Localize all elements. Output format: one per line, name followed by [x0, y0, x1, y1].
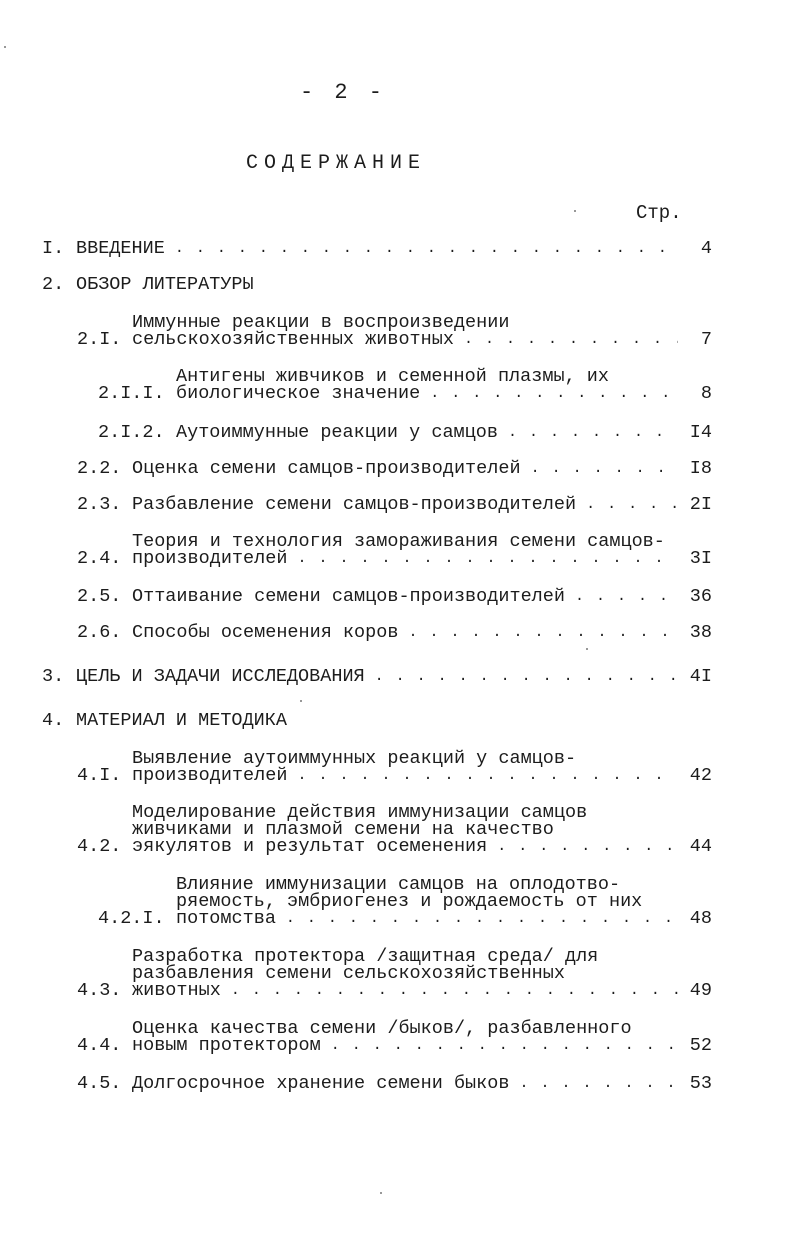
toc-entry-number: 2.I.I.: [98, 383, 165, 404]
toc-entry-text: ВВЕДЕНИЕ: [76, 238, 165, 259]
toc-entry-literature-review: [42, 276, 254, 293]
toc-entry-text: Способы осеменения коров: [132, 622, 399, 643]
leader-dots: [586, 496, 678, 513]
toc-entry-number: 4.3.: [77, 980, 122, 1001]
toc-entry-text: живчиками и плазмой семени на качество: [132, 819, 554, 840]
leader-dots: [331, 1037, 678, 1054]
toc-entry-number: 4.2.I.: [98, 908, 165, 929]
leader-dots: [286, 910, 678, 927]
toc-entry-text: Оттаивание семени самцов-производителей: [132, 586, 565, 607]
toc-entry-text: ЦЕЛЬ И ЗАДАЧИ ИССЛЕДОВАНИЯ: [76, 666, 365, 687]
toc-entry-2-4: [77, 531, 712, 569]
leader-dots: [231, 982, 678, 999]
toc-entry-page: 8: [700, 383, 712, 404]
toc-entry-number: 4.5.: [77, 1073, 122, 1094]
toc-entry-page: 4I: [689, 666, 712, 687]
toc-entry-text: Иммунные реакции в воспроизведении: [132, 312, 510, 333]
toc-entry-text: Антигены живчиков и семенной плазмы, их: [176, 366, 609, 387]
toc-entry-number: 2.6.: [77, 622, 122, 643]
leader-dots: [175, 240, 678, 257]
toc-entry-text: Оценка качества семени /быков/, разбавленного: [132, 1018, 632, 1039]
toc-entry-number: 2.I.: [77, 329, 122, 350]
toc-entry-text: Аутоиммунные реакции у самцов: [176, 422, 498, 443]
toc-entry-number: 2.2.: [77, 458, 122, 479]
toc-entry-page: 7: [700, 329, 712, 350]
toc-entry-page: 38: [689, 622, 712, 643]
toc-entry-2-2: [77, 458, 712, 479]
leader-dots: [464, 331, 678, 348]
toc-entry-text: новым протектором: [132, 1035, 321, 1056]
leader-dots: [375, 668, 678, 685]
toc-entry-number: 3.: [42, 666, 65, 687]
toc-entry-page: 36: [689, 586, 712, 607]
toc-entry-introduction: [42, 238, 712, 259]
toc-entry-text: Оценка семени самцов-производителей: [132, 458, 521, 479]
document-title: СОДЕРЖАНИЕ: [245, 152, 427, 175]
toc-entry-4-5: [77, 1073, 712, 1094]
toc-entry-page: 52: [689, 1035, 712, 1056]
toc-entry-text: биологическое значение: [176, 383, 421, 404]
toc-entry-4-4: [77, 1018, 712, 1056]
toc-entry-number: 4.I.: [77, 765, 122, 786]
toc-entry-text: Долгосрочное хранение семени быков: [132, 1073, 510, 1094]
toc-entry-page: 3I: [689, 548, 712, 569]
leader-dots: [297, 767, 678, 784]
toc-entry-number: 2.5.: [77, 586, 122, 607]
leader-dots: [430, 385, 678, 402]
toc-entry-text: эякулятов и результат осеменения: [132, 836, 488, 857]
toc-entry-2-1-2: [98, 422, 712, 443]
toc-entry-page: 48: [689, 908, 712, 929]
toc-entry-4-2: [77, 802, 712, 857]
leader-dots: [519, 1075, 678, 1092]
toc-entry-4-1: [77, 748, 712, 786]
toc-entry-2-6: [77, 622, 712, 643]
toc-entry-number: 2.3.: [77, 494, 122, 515]
toc-entry-number: 2.: [42, 274, 65, 295]
scan-speck: [574, 210, 576, 212]
toc-entry-2-1-1: [98, 366, 712, 404]
scan-speck: [4, 46, 6, 48]
toc-entry-text: МАТЕРИАЛ И МЕТОДИКА: [76, 710, 287, 731]
toc-entry-number: 4.2.: [77, 836, 122, 857]
toc-entry-text: ряемость, эмбриогенез и рождаемость от них: [176, 891, 643, 912]
toc-entry-page: 42: [689, 765, 712, 786]
toc-entry-page: 44: [689, 836, 712, 857]
toc-entry-text: Разбавление семени самцов-производителей: [132, 494, 577, 515]
toc-entry-number: 4.: [42, 710, 65, 731]
scan-speck: [380, 1192, 382, 1194]
toc-entry-page: I8: [689, 458, 712, 479]
toc-entry-text: потомства: [176, 908, 276, 929]
toc-entry-number: 4.4.: [77, 1035, 122, 1056]
toc-entry-page: 2I: [689, 494, 712, 515]
toc-entry-materials-methods: [42, 712, 287, 729]
toc-entry-text: ОБЗОР ЛИТЕРАТУРЫ: [76, 274, 254, 295]
leader-dots: [497, 838, 678, 855]
toc-entry-page: 49: [689, 980, 712, 1001]
toc-entry-text: производителей: [132, 765, 288, 786]
leader-dots: [297, 550, 678, 567]
toc-entry-text: производителей: [132, 548, 288, 569]
toc-entry-page: I4: [689, 422, 712, 443]
toc-entry-number: 2.4.: [77, 548, 122, 569]
toc-entry-text: Выявление аутоиммунных реакций у самцов-: [132, 748, 577, 769]
toc-entry-text: животных: [132, 980, 221, 1001]
toc-entry-2-5: [77, 586, 712, 607]
toc-entry-text: Влияние иммунизации самцов на оплодотво-: [176, 874, 621, 895]
page-number: - 2 -: [299, 80, 386, 105]
toc-entry-2-1: [77, 312, 712, 350]
toc-entry-4-3: [77, 946, 712, 1001]
toc-entry-page: 4: [700, 238, 712, 259]
leader-dots: [408, 624, 678, 641]
leader-dots: [508, 424, 678, 441]
page-column-label: Стр.: [636, 202, 682, 224]
toc-entry-2-3: [77, 494, 712, 515]
toc-entry-text: разбавления семени сельскохозяйственных: [132, 963, 565, 984]
toc-entry-number: 2.I.2.: [98, 422, 165, 443]
toc-entry-text: Теория и технология замораживания семени самцов-: [132, 531, 665, 552]
toc-entry-text: Моделирование действия иммунизации самцов: [132, 802, 588, 823]
scan-speck: [586, 648, 588, 650]
leader-dots: [531, 460, 678, 477]
toc-entry-text: сельскохозяйственных животных: [132, 329, 454, 350]
toc-entry-goals: [42, 666, 712, 687]
toc-entry-4-2-1: [98, 874, 712, 929]
toc-entry-number: I.: [42, 238, 65, 259]
toc-entry-text: Разработка протектора /защитная среда/ для: [132, 946, 599, 967]
toc-entry-page: 53: [689, 1073, 712, 1094]
scan-speck: [300, 700, 302, 702]
leader-dots: [575, 588, 678, 605]
